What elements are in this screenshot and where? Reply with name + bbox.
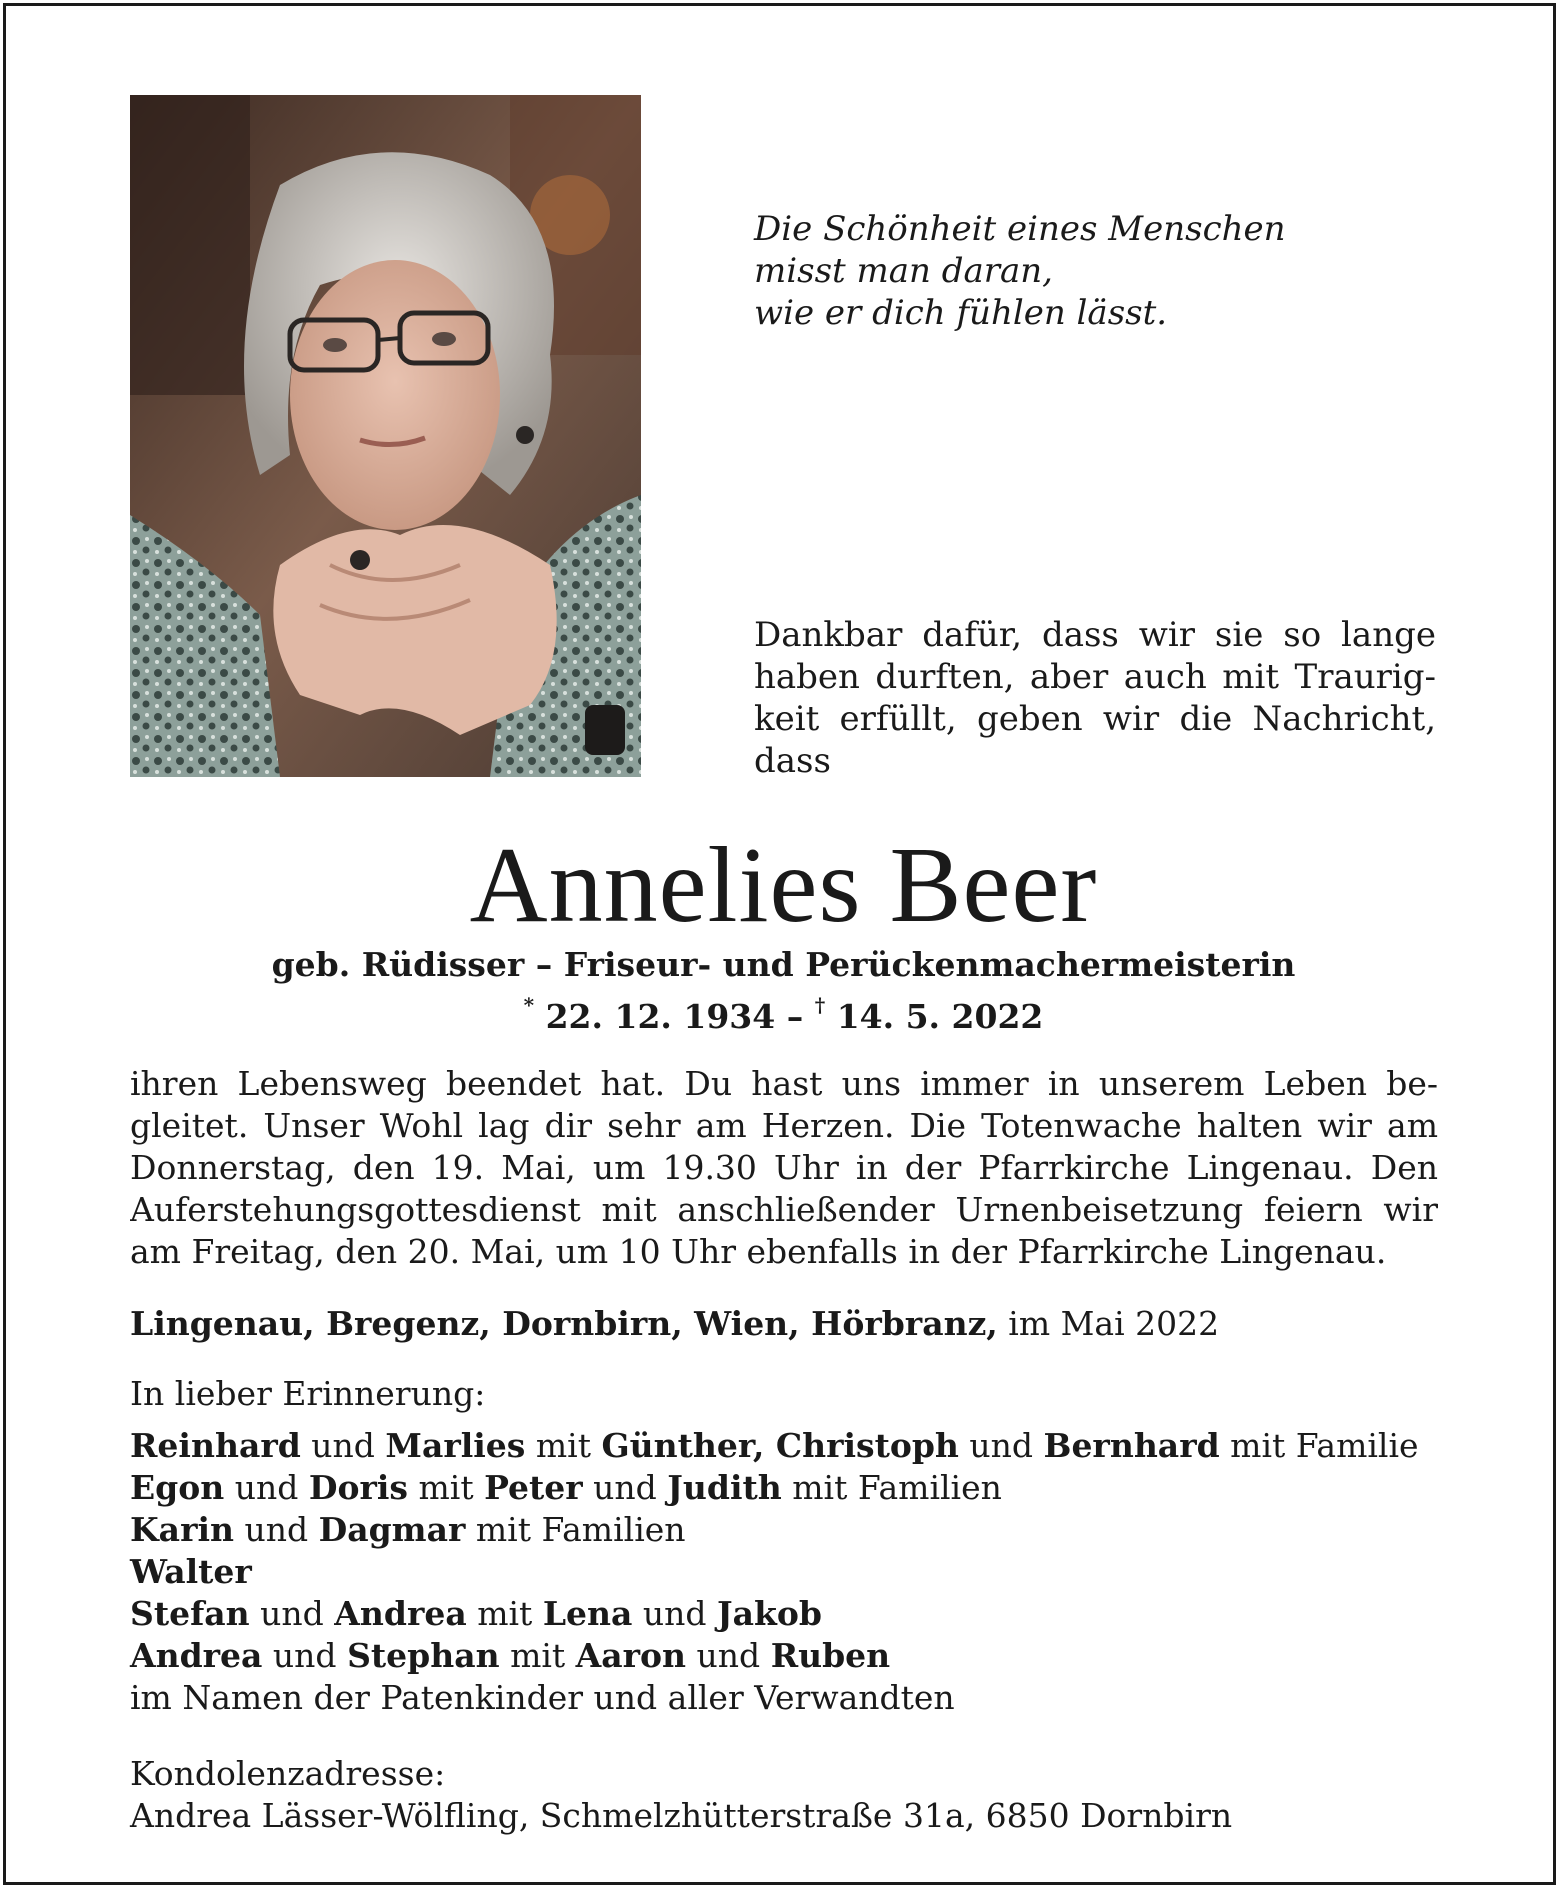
family-name: Judith <box>667 1468 782 1507</box>
family-row <box>130 1593 1419 1635</box>
family-name: Andrea <box>334 1594 467 1633</box>
birth-symbol: * <box>523 993 535 1017</box>
date-separator: – <box>775 997 815 1036</box>
family-connector: mit Familie <box>1219 1426 1419 1465</box>
family-name: Stefan <box>130 1594 250 1633</box>
family-connector: und <box>233 1510 319 1549</box>
quote-block <box>754 208 1474 334</box>
portrait-image <box>130 95 641 777</box>
family-list <box>130 1425 1419 1719</box>
portrait-photo <box>130 95 641 777</box>
quote-line: Die Schönheit eines Menschen <box>754 209 1286 249</box>
family-name: Lena <box>542 1594 633 1633</box>
birth-date: 22. 12. 1934 <box>545 997 776 1036</box>
body-line: ihren Lebensweg beendet hat. Du hast uns immer in unserem Leben be- <box>130 1064 1438 1103</box>
memory-label: In lieber Erinnerung: <box>130 1374 486 1413</box>
family-connector: und <box>686 1636 771 1675</box>
body-line: gleitet. Unser Wohl lag dir sehr am Herzen. Die Totenwache halten wir am <box>130 1106 1438 1145</box>
condolence-address: Andrea Lässer-Wölfling, Schmelzhütterstraße 31a, 6850 Dornbirn <box>130 1796 1233 1835</box>
death-date: 14. 5. 2022 <box>836 997 1044 1036</box>
deceased-name: Annelies Beer <box>469 826 1098 945</box>
family-name: Marlies <box>385 1426 526 1465</box>
family-name: Aaron <box>575 1636 687 1675</box>
family-name: Jakob <box>717 1594 822 1633</box>
family-connector: und <box>224 1468 309 1507</box>
quote-line: wie er dich fühlen lässt. <box>754 293 1168 333</box>
body-line: Auferstehungsgottesdienst mit anschließender Urnenbeisetzung feiern wir <box>130 1190 1438 1229</box>
condolence-block <box>130 1753 1232 1837</box>
body-line: Donnerstag, den 19. Mai, um 19.30 Uhr in der Pfarrkirche Lingenau. Den <box>130 1148 1438 1187</box>
intro-line: dass <box>754 741 831 781</box>
family-connector: mit <box>525 1426 602 1465</box>
family-name: Egon <box>130 1468 225 1507</box>
family-connector: mit Familien <box>781 1468 1002 1507</box>
intro-line: keit erfüllt, geben wir die Nachricht, <box>754 699 1436 739</box>
family-connector: mit <box>466 1594 543 1633</box>
family-row <box>130 1635 1419 1677</box>
family-connector: und <box>582 1468 668 1507</box>
family-name: Peter <box>484 1468 583 1507</box>
family-connector: und <box>249 1594 335 1633</box>
place-date: im Mai 2022 <box>997 1304 1220 1343</box>
family-name: Doris <box>308 1468 408 1507</box>
family-name: Günther, Christoph <box>601 1426 959 1465</box>
family-name: Dagmar <box>318 1510 466 1549</box>
family-name: Bernhard <box>1043 1426 1220 1465</box>
family-connector: und <box>958 1426 1044 1465</box>
family-name: Stephan <box>347 1636 500 1675</box>
announcement-body <box>130 1063 1438 1273</box>
quote-line: misst man daran, <box>754 251 1053 291</box>
family-name: Andrea <box>130 1636 263 1675</box>
family-connector: mit Familien <box>465 1510 686 1549</box>
places: Lingenau, Bregenz, Dornbirn, Wien, Hörbranz, <box>130 1304 998 1343</box>
body-line: am Freitag, den 20. Mai, um 10 Uhr ebenfalls in der Pfarrkirche Lingenau. <box>130 1232 1387 1271</box>
family-connector: und <box>300 1426 386 1465</box>
intro-line: Dankbar dafür, dass wir sie so lange <box>754 615 1436 655</box>
family-name: Ruben <box>770 1636 891 1675</box>
family-connector: und <box>632 1594 718 1633</box>
family-row <box>130 1551 1419 1593</box>
family-connector: mit <box>408 1468 485 1507</box>
condolence-label: Kondolenzadresse: <box>130 1754 446 1793</box>
death-symbol: † <box>814 993 826 1017</box>
family-row <box>130 1425 1419 1467</box>
intro-text <box>754 614 1436 782</box>
family-name: Walter <box>130 1552 252 1591</box>
family-row <box>130 1467 1419 1509</box>
deceased-subtitle: geb. Rüdisser – Friseur- und Perückenmachermeisterin <box>271 945 1296 984</box>
family-name: Karin <box>130 1510 234 1549</box>
place-date-line <box>130 1303 1219 1345</box>
intro-line: haben durften, aber auch mit Traurig- <box>754 657 1436 697</box>
family-name: Reinhard <box>130 1426 301 1465</box>
family-connector: mit <box>499 1636 576 1675</box>
family-connector: und <box>262 1636 348 1675</box>
family-row <box>130 1509 1419 1551</box>
life-dates <box>0 988 1567 1038</box>
family-row-closing: im Namen der Patenkinder und aller Verwandten <box>130 1678 955 1717</box>
